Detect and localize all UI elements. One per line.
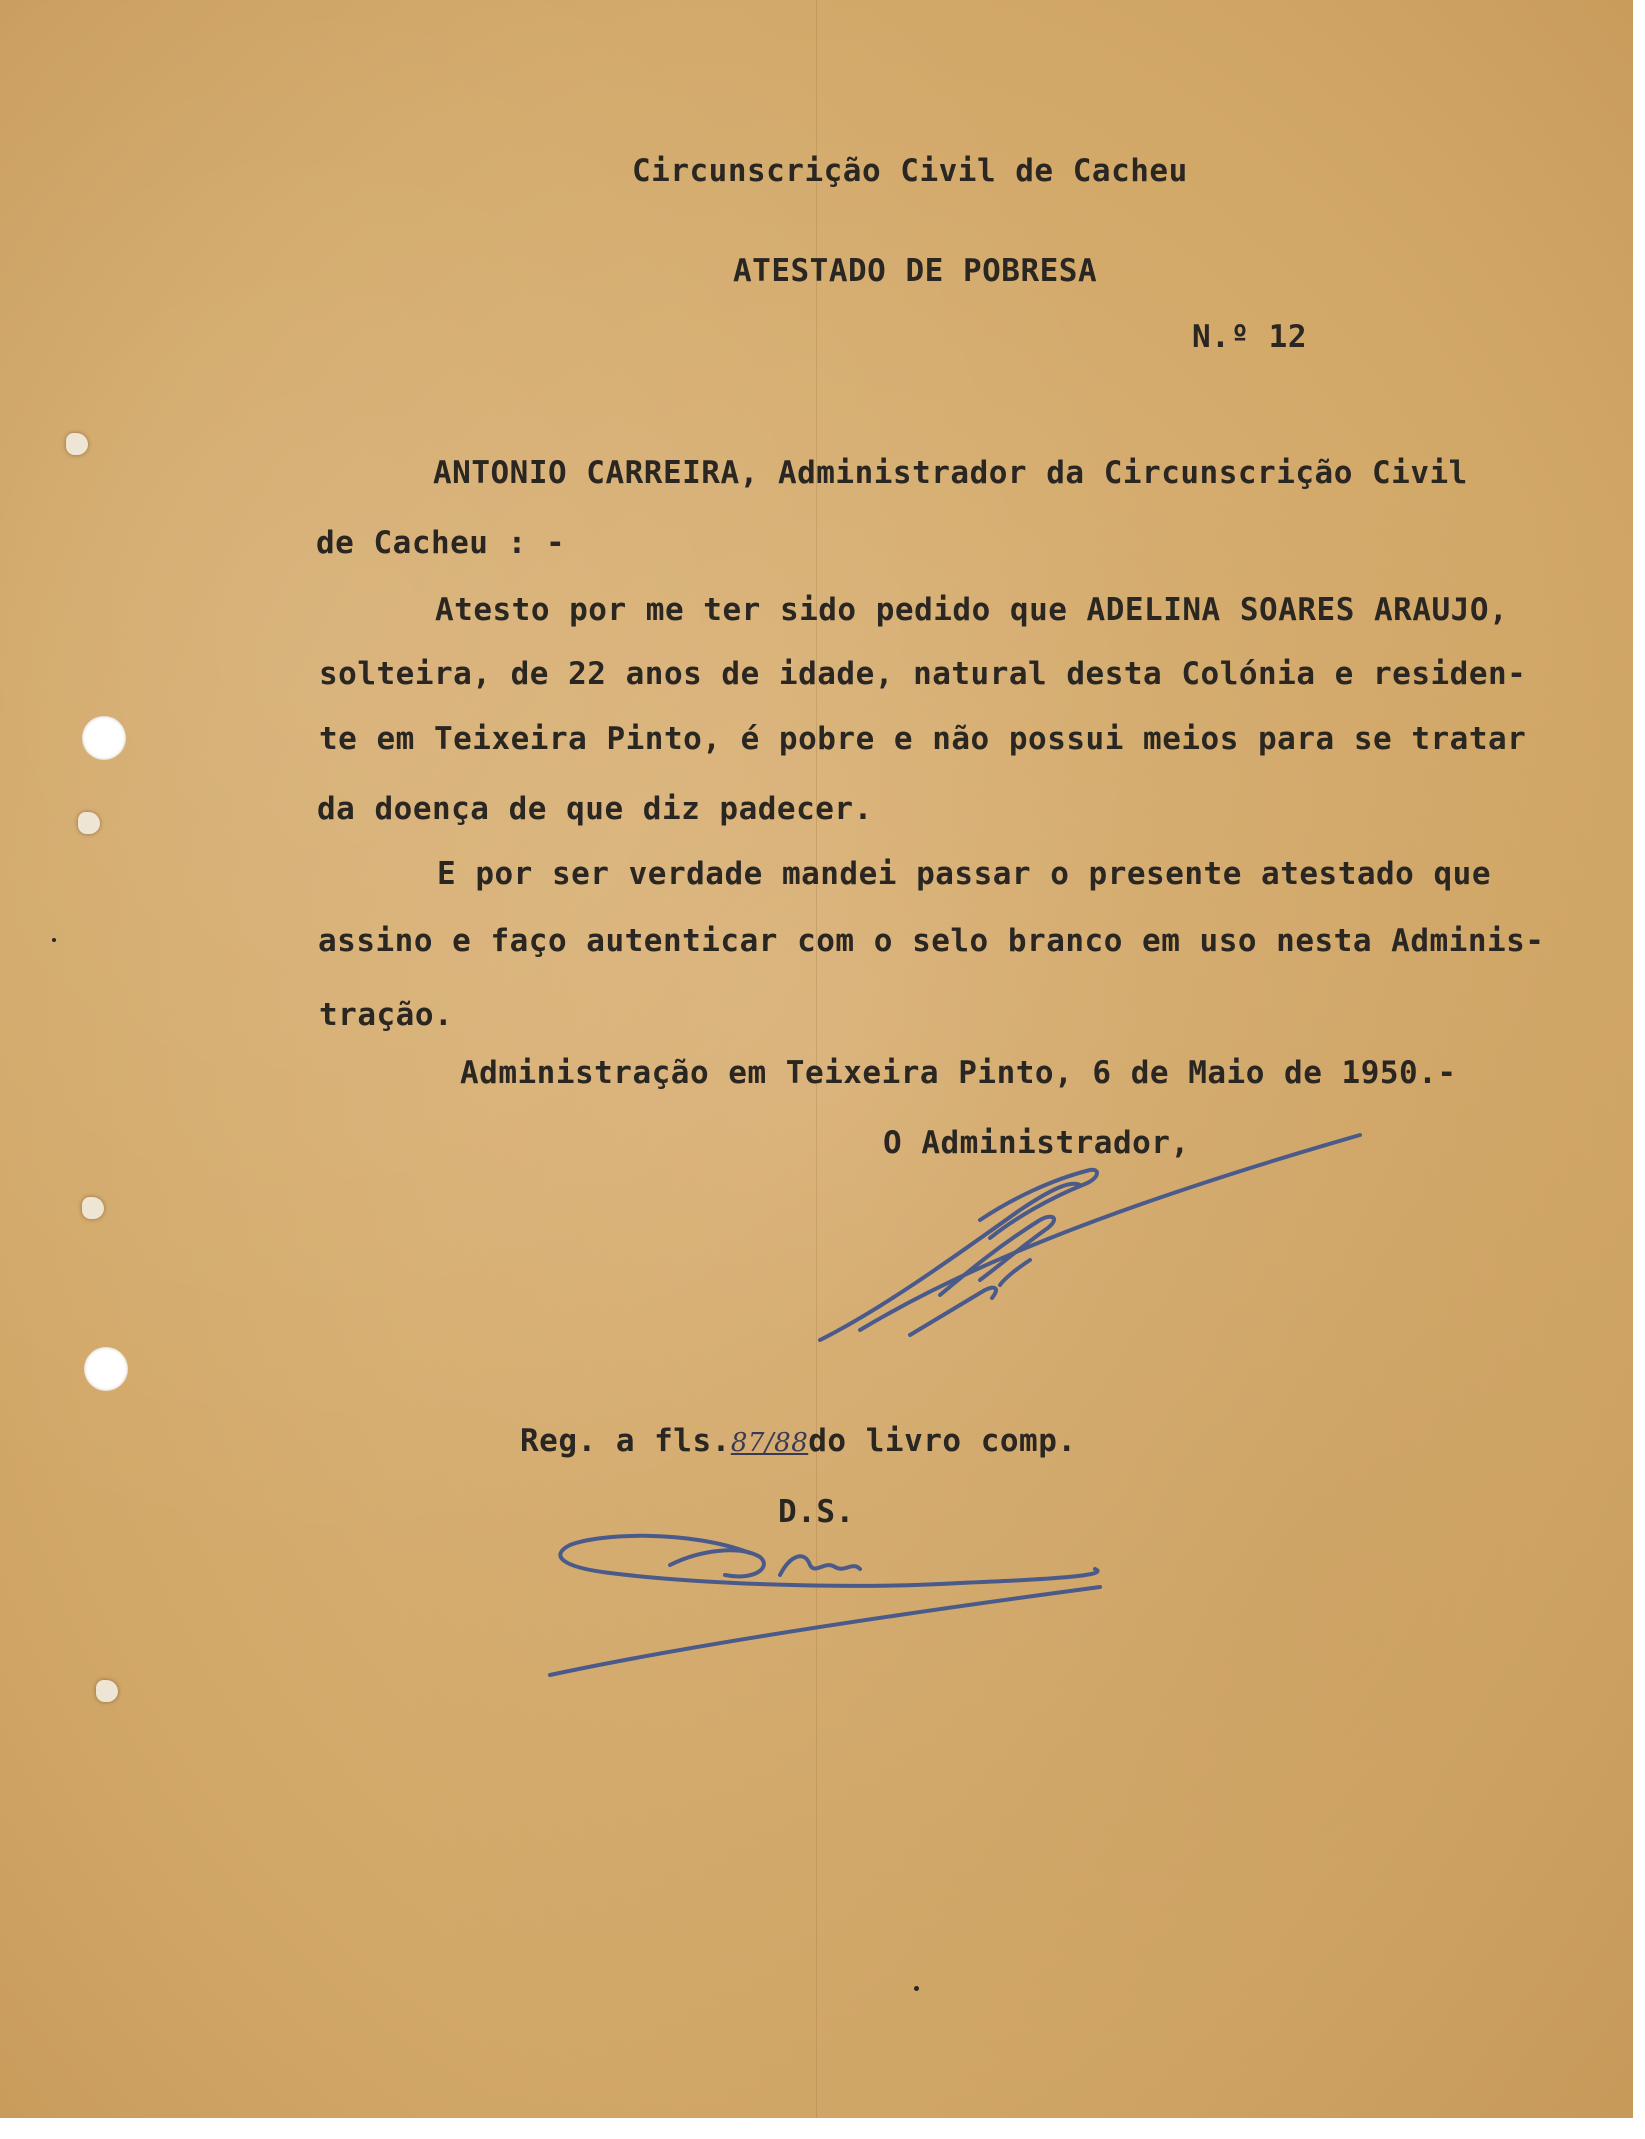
registry-suffix: do livro comp. [808, 1423, 1077, 1459]
administrator-signature [800, 1120, 1400, 1360]
date-line: Administração em Teixeira Pinto, 6 de Maio de 1950.- [460, 1055, 1457, 1091]
paper-tear [66, 433, 88, 455]
body-line: Atesto por me ter sido pedido que ADELINA SOARES ARAUJO, [435, 592, 1509, 628]
registry-initials: D.S. [778, 1494, 855, 1530]
body-line: da doença de que diz padecer. [317, 791, 873, 827]
punch-hole [84, 1347, 128, 1391]
punch-hole [82, 716, 126, 760]
registry-pages: 87/88 [730, 1428, 809, 1458]
registry-prefix: Reg. a fls. [520, 1423, 731, 1459]
paper-tear [96, 1680, 118, 1702]
document-number: N.º 12 [1192, 319, 1307, 355]
body-line: assino e faço autenticar com o selo branco em uso nesta Adminis- [318, 923, 1545, 959]
body-line: tração. [319, 997, 454, 1033]
signatory-title: O Administrador, [883, 1125, 1190, 1161]
body-line: de Cacheu : - [316, 525, 566, 561]
body-line: solteira, de 22 anos de idade, natural desta Colónia e residen- [319, 656, 1527, 692]
document-header: Circunscrição Civil de Cacheu [632, 153, 1188, 189]
ink-dot [52, 938, 56, 942]
body-line: te em Teixeira Pinto, é pobre e não possui meios para se tratar [319, 721, 1527, 757]
document-title: ATESTADO DE POBRESA [733, 253, 1098, 289]
paper-tear [82, 1197, 104, 1219]
paper-tear [78, 812, 100, 834]
body-line: ANTONIO CARREIRA, Administrador da Circunscrição Civil [433, 455, 1468, 491]
registry-line [520, 1423, 1077, 1459]
body-line: E por ser verdade mandei passar o presente atestado que [437, 856, 1491, 892]
ink-dot [914, 1986, 919, 1991]
registrar-signature [540, 1505, 1120, 1685]
